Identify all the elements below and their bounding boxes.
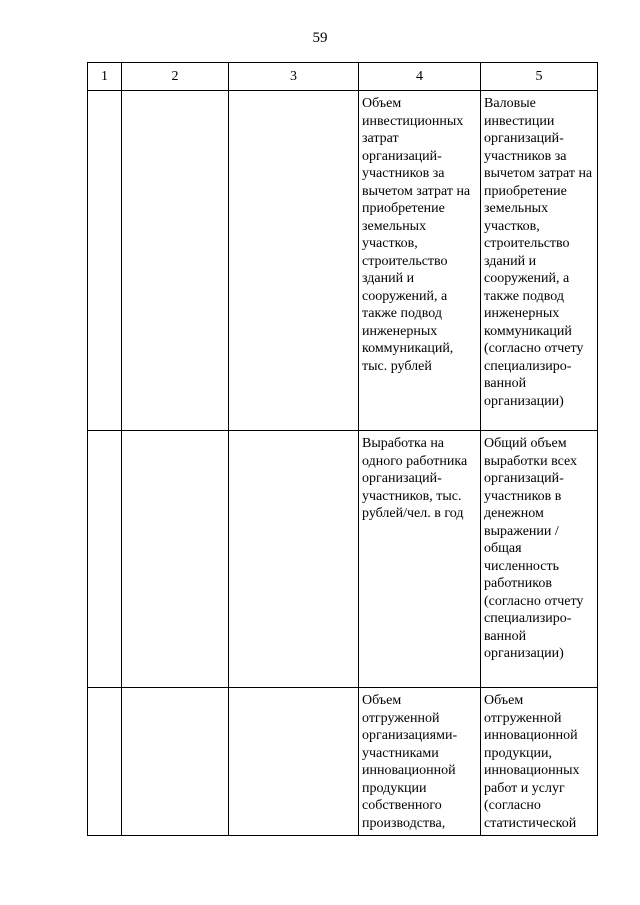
page-number: 59 bbox=[312, 30, 328, 46]
row-1-col-3 bbox=[229, 91, 359, 431]
row-1-col-2 bbox=[122, 91, 229, 431]
table-header-row bbox=[88, 63, 598, 91]
indicators-table bbox=[87, 62, 598, 836]
table-row bbox=[88, 91, 598, 431]
row-2-indicator: Выработка на одного работника организаций-участников, тыс. рублей/чел. в год bbox=[359, 431, 481, 688]
row-3-col-1 bbox=[88, 688, 122, 836]
column-header-1: 1 bbox=[88, 63, 122, 91]
column-header-2: 2 bbox=[122, 63, 229, 91]
row-2-col-3 bbox=[229, 431, 359, 688]
row-2-method: Общий объем выработки всех организаций-участников в денежном выражении / общая численность работников (согласно отчету специализиро-ванной организации) bbox=[481, 431, 598, 688]
row-3-col-2 bbox=[122, 688, 229, 836]
row-1-col-1 bbox=[88, 91, 122, 431]
table-row bbox=[88, 431, 598, 688]
column-header-4: 4 bbox=[359, 63, 481, 91]
row-3-col-3 bbox=[229, 688, 359, 836]
table-row bbox=[88, 688, 598, 836]
row-2-col-1 bbox=[88, 431, 122, 688]
row-3-indicator: Объем отгруженной организациями-участниками инновационной продукции собственного производства, bbox=[359, 688, 481, 836]
column-header-3: 3 bbox=[229, 63, 359, 91]
row-1-indicator: Объем инвестиционных затрат организаций-участников за вычетом затрат на приобретение земельных участков, строительство зданий и сооружений, а также подвод инженерных коммуникаций, тыс. рублей bbox=[359, 91, 481, 431]
row-3-method: Объем отгруженной инновационной продукции, инновационных работ и услуг (согласно статистической bbox=[481, 688, 598, 836]
row-2-col-2 bbox=[122, 431, 229, 688]
row-1-method: Валовые инвестиции организаций-участников за вычетом затрат на приобретение земельных участков, строительство зданий и сооружений, а также подвод инженерных коммуникаций (согласно отчету специализиро-ванной организации) bbox=[481, 91, 598, 431]
column-header-5: 5 bbox=[481, 63, 598, 91]
